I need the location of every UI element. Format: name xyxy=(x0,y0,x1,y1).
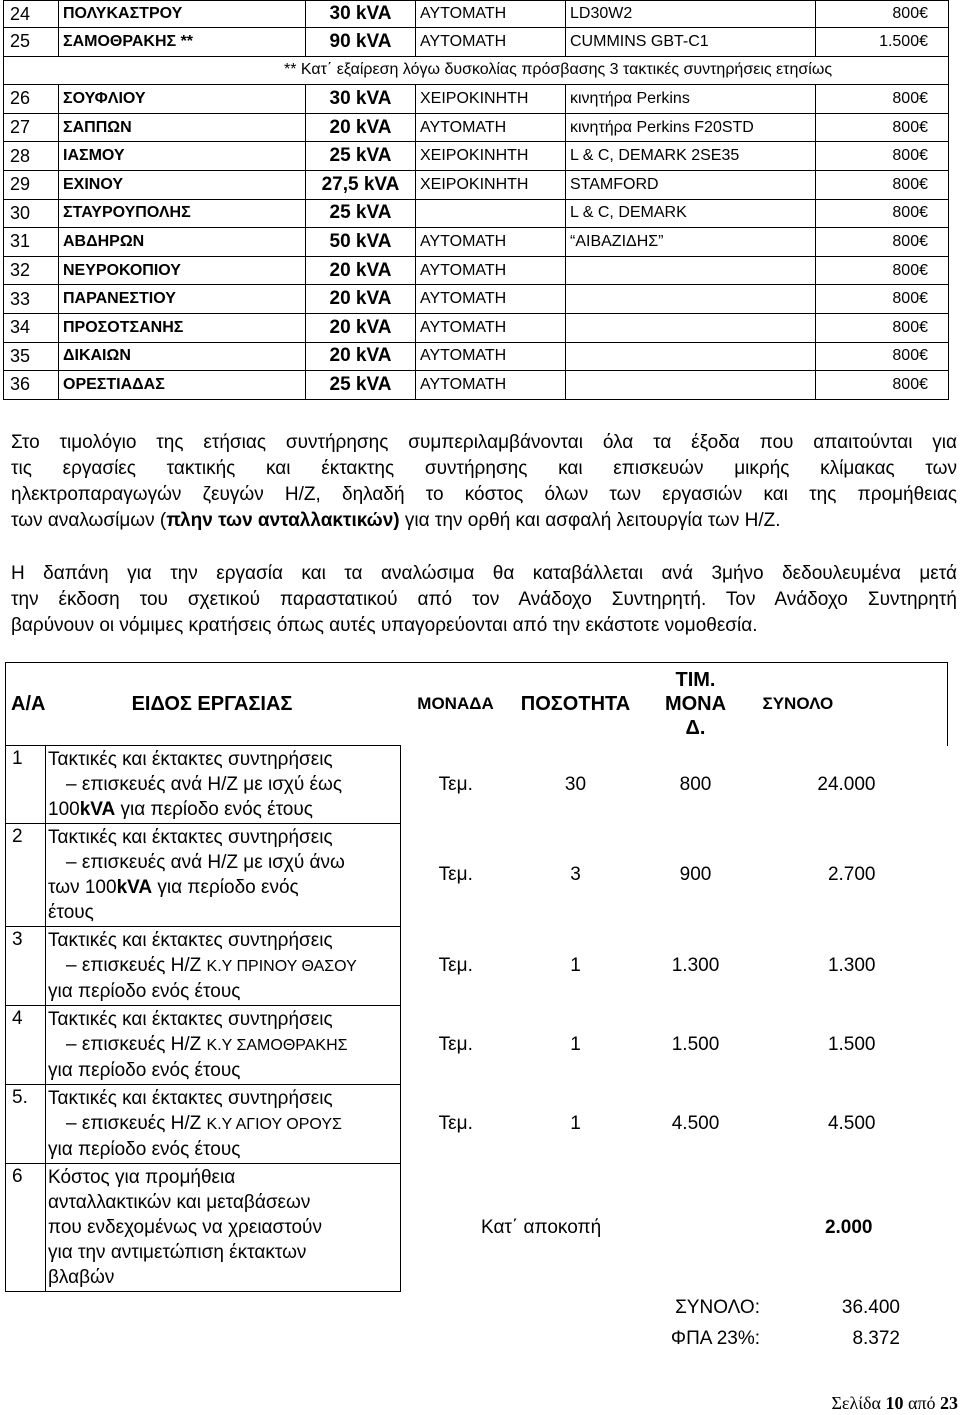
station-name: ΣΑΠΠΩΝ xyxy=(59,113,306,142)
generator-model: L & C, DEMARK xyxy=(566,199,816,228)
row-unit: Τεμ. xyxy=(438,955,473,976)
station-name: ΣΤΑΥΡΟΥΠΟΛΗΣ xyxy=(59,199,306,228)
table-row xyxy=(4,113,949,142)
operation-mode: ΧΕΙΡΟΚΙΝΗΤΗ xyxy=(416,142,566,171)
row-unit-price: 900 xyxy=(679,864,712,885)
table-row xyxy=(4,228,949,257)
annual-price: 800€ xyxy=(816,1,949,28)
row-total: 2.000 xyxy=(824,1216,873,1238)
station-name: ΕΧΙΝΟΥ xyxy=(59,170,306,199)
row-unit: Τεμ. xyxy=(438,1034,473,1055)
total-value: 36.400 xyxy=(841,1297,900,1318)
header-total: ΣΥΝΟΛΟ xyxy=(751,663,948,746)
row-number: 35 xyxy=(4,342,59,371)
row-index: 5. xyxy=(6,1085,46,1164)
row-number: 27 xyxy=(4,113,59,142)
costs-section xyxy=(5,662,947,1292)
row-index: 2 xyxy=(6,824,46,927)
operation-mode: ΑΥΤΟΜΑΤΗ xyxy=(416,371,566,400)
page-count: 23 xyxy=(940,1393,958,1413)
row-total: 1.500 xyxy=(827,1034,876,1055)
station-name: ΠΡΟΣΟΤΣΑΝΗΣ xyxy=(59,313,306,342)
generator-model xyxy=(566,371,816,400)
note-row xyxy=(4,56,949,85)
payment-paragraph xyxy=(11,561,957,639)
paragraph-line: ηλεκτροπαραγωγών ζευγών Η/Ζ, δηλαδή το κόστος όλων των εργασιών και της προμήθειας xyxy=(11,484,957,505)
power-rating: 20 kVA xyxy=(306,342,416,371)
header-kind: Α/Α ΕΙΔΟΣ ΕΡΓΑΣΙΑΣ xyxy=(6,663,401,746)
header-quantity: ΠΟΣΟΤΗΤΑ xyxy=(511,663,641,746)
generator-model: κινητήρα Perkins F20STD xyxy=(566,113,816,142)
row-quantity: 30 xyxy=(564,773,587,795)
operation-mode: ΑΥΤΟΜΑΤΗ xyxy=(416,28,566,57)
row-number: 25 xyxy=(4,28,59,57)
row-number: 26 xyxy=(4,85,59,114)
row-index: 3 xyxy=(6,927,46,1006)
row-number: 32 xyxy=(4,256,59,285)
row-description: Τακτικές και έκτακτες συντηρήσεις – επισκευές ανά Η/Ζ με ισχύ άνω των 100kVA για περίοδο ενός έτους xyxy=(46,824,401,927)
total-row xyxy=(600,1297,900,1323)
row-total: 4.500 xyxy=(827,1113,876,1134)
table-row xyxy=(6,746,948,824)
power-rating: 90 kVA xyxy=(306,28,416,57)
operation-mode: ΑΥΤΟΜΑΤΗ xyxy=(416,228,566,257)
station-name: ΠΟΛΥΚΑΣΤΡΟΥ xyxy=(59,1,306,28)
power-rating: 25 kVA xyxy=(306,199,416,228)
note-text: ** Κατ΄ εξαίρεση λόγω δυσκολίας πρόσβασης 3 τακτικές συντηρήσεις ετησίως xyxy=(4,56,949,85)
generator-model: “ΑΙΒΑΖΙΔΗΣ” xyxy=(566,228,816,257)
operation-mode: ΑΥΤΟΜΑΤΗ xyxy=(416,285,566,314)
generator-model xyxy=(566,342,816,371)
vat-value: 8.372 xyxy=(852,1328,900,1349)
row-unit-price: 1.500 xyxy=(671,1034,720,1055)
total-label: ΣΥΝΟΛΟ: xyxy=(675,1297,760,1318)
row-description: Τακτικές και έκτακτες συντηρήσεις – επισκευές ανά Η/Ζ με ισχύ έως 100kVA για περίοδο ενός έτους xyxy=(46,746,401,824)
generators-table xyxy=(3,0,949,400)
power-rating: 27,5 kVA xyxy=(306,170,416,199)
station-name: ΔΙΚΑΙΩΝ xyxy=(59,342,306,371)
row-number: 30 xyxy=(4,199,59,228)
station-name: ΙΑΣΜΟΥ xyxy=(59,142,306,171)
generator-model: L & C, DEMARK 2SE35 xyxy=(566,142,816,171)
row-index: 1 xyxy=(6,746,46,824)
operation-mode: ΧΕΙΡΟΚΙΝΗΤΗ xyxy=(416,170,566,199)
table-row xyxy=(4,199,949,228)
power-rating: 25 kVA xyxy=(306,142,416,171)
row-quantity: 3 xyxy=(570,864,581,885)
table-row xyxy=(6,824,948,927)
row-description: Τακτικές και έκτακτες συντηρήσεις – επισκευές Η/Ζ Κ.Υ ΣΑΜΟΘΡΑΚΗΣ για περίοδο ενός έτους xyxy=(46,1006,401,1085)
power-rating: 30 kVA xyxy=(306,1,416,28)
table-row xyxy=(6,927,948,1006)
annual-price: 800€ xyxy=(816,228,949,257)
power-rating: 50 kVA xyxy=(306,228,416,257)
operation-mode xyxy=(416,199,566,228)
power-rating: 30 kVA xyxy=(306,85,416,114)
paragraph-line: την έκδοση του σχετικού παραστατικού από τον Ανάδοχο Συντηρητή. Τον Ανάδοχο Συντηρητή xyxy=(11,589,957,610)
annual-price: 800€ xyxy=(816,313,949,342)
row-total: 2.700 xyxy=(827,864,876,885)
operation-mode: ΧΕΙΡΟΚΙΝΗΤΗ xyxy=(416,85,566,114)
annual-price: 800€ xyxy=(816,371,949,400)
row-unit-price: 800 xyxy=(679,773,712,795)
operation-mode: ΑΥΤΟΜΑΤΗ xyxy=(416,1,566,28)
station-name: ΣΑΜΟΘΡΑΚΗΣ ** xyxy=(59,28,306,57)
table-row xyxy=(4,1,949,28)
paragraph-line: βαρύνουν οι νόμιμες κρατήσεις όπως αυτές υπαγορεύονται από την εκάστοτε νομοθεσία. xyxy=(11,615,758,636)
row-index: 4 xyxy=(6,1006,46,1085)
operation-mode: ΑΥΤΟΜΑΤΗ xyxy=(416,342,566,371)
row-unit-price: 1.300 xyxy=(671,955,720,976)
paragraph-line: τις εργασίες τακτικής και έκτακτης συντήρησης και επισκευών μικρής κλίμακας των xyxy=(11,458,957,479)
emphasis-text: πλην των ανταλλακτικών) xyxy=(166,510,400,531)
generator-model: LD30W2 xyxy=(566,1,816,28)
table-row xyxy=(6,1006,948,1085)
annual-price: 800€ xyxy=(816,113,949,142)
header-unit: ΜΟΝΑΔΑ xyxy=(401,663,511,746)
row-number: 29 xyxy=(4,170,59,199)
annual-price: 800€ xyxy=(816,142,949,171)
header-aa: Α/Α xyxy=(11,692,46,715)
station-name: ΝΕΥΡΟΚΟΠΙΟΥ xyxy=(59,256,306,285)
row-number: 36 xyxy=(4,371,59,400)
row-quantity: 1 xyxy=(570,1034,581,1055)
table-row xyxy=(4,371,949,400)
generator-model: STAMFORD xyxy=(566,170,816,199)
table-row xyxy=(4,170,949,199)
paragraph-line: των αναλωσίμων (πλην των ανταλλακτικών) για την ορθή και ασφαλή λειτουργία των Η/Ζ. xyxy=(11,510,781,531)
row-unit-price: 4.500 xyxy=(671,1113,720,1134)
operation-mode: ΑΥΤΟΜΑΤΗ xyxy=(416,256,566,285)
annual-price: 800€ xyxy=(816,256,949,285)
row-description: Τακτικές και έκτακτες συντηρήσεις – επισκευές Η/Ζ Κ.Υ ΑΓΙΟΥ ΟΡΟΥΣ για περίοδο ενός έτους xyxy=(46,1085,401,1164)
paragraph-line: Στο τιμολόγιο της ετήσιας συντήρησης συμπεριλαμβάνονται όλα τα έξοδα που απαιτούνται για xyxy=(11,432,957,453)
costs-table xyxy=(5,662,948,1292)
row-description: Κόστος για προμήθεια ανταλλακτικών και μεταβάσεων που ενδεχομένως να χρειαστούν για την αντιμετώπιση έκτακτων βλαβών xyxy=(46,1164,401,1292)
power-rating: 20 kVA xyxy=(306,313,416,342)
station-name: ΣΟΥΦΛΙΟΥ xyxy=(59,85,306,114)
row-unit: Τεμ. xyxy=(438,864,473,885)
row-number: 33 xyxy=(4,285,59,314)
generator-model: CUMMINS GBT-C1 xyxy=(566,28,816,57)
operation-mode: ΑΥΤΟΜΑΤΗ xyxy=(416,113,566,142)
table-row xyxy=(4,142,949,171)
page-footer: Σελίδα 10 από 23 xyxy=(831,1393,958,1413)
table-row xyxy=(4,313,949,342)
station-name: ΑΒΔΗΡΩΝ xyxy=(59,228,306,257)
table-row xyxy=(6,1085,948,1164)
table-row xyxy=(6,1164,948,1292)
maintenance-cost-paragraph xyxy=(11,430,957,534)
annual-price: 800€ xyxy=(816,199,949,228)
power-rating: 20 kVA xyxy=(306,285,416,314)
paragraph-line: Η δαπάνη για την εργασία και τα αναλώσιμα θα καταβάλλεται ανά 3μήνο δεδουλευμένα μετά xyxy=(11,563,957,584)
row-total: 1.300 xyxy=(827,955,876,976)
row-total: 24.000 xyxy=(817,773,876,795)
annual-price: 800€ xyxy=(816,342,949,371)
row-number: 28 xyxy=(4,142,59,171)
station-name: ΟΡΕΣΤΙΑΔΑΣ xyxy=(59,371,306,400)
generator-model xyxy=(566,256,816,285)
annual-price: 800€ xyxy=(816,285,949,314)
annual-price: 800€ xyxy=(816,170,949,199)
row-unit: Τεμ. xyxy=(438,1113,473,1134)
generator-model xyxy=(566,285,816,314)
row-number: 31 xyxy=(4,228,59,257)
row-index: 6 xyxy=(6,1164,46,1292)
generator-model: κινητήρα Perkins xyxy=(566,85,816,114)
power-rating: 25 kVA xyxy=(306,371,416,400)
operation-mode: ΑΥΤΟΜΑΤΗ xyxy=(416,313,566,342)
vat-row xyxy=(600,1328,900,1354)
table-row xyxy=(4,285,949,314)
row-quantity: 1 xyxy=(570,1113,581,1134)
annual-price: 800€ xyxy=(816,85,949,114)
station-name: ΠΑΡΑΝΕΣΤΙΟΥ xyxy=(59,285,306,314)
table-row xyxy=(4,85,949,114)
power-rating: 20 kVA xyxy=(306,256,416,285)
table-row xyxy=(4,256,949,285)
page-number: 10 xyxy=(885,1393,904,1413)
row-number: 34 xyxy=(4,313,59,342)
row-number: 24 xyxy=(4,1,59,28)
row-description: Τακτικές και έκτακτες συντηρήσεις – επισκευές Η/Ζ Κ.Υ ΠΡΙΝΟΥ ΘΑΣΟΥ για περίοδο ενός έτους xyxy=(46,927,401,1006)
table-row xyxy=(4,342,949,371)
row-quantity: 1 xyxy=(570,955,581,976)
table-row xyxy=(4,28,949,57)
power-rating: 20 kVA xyxy=(306,113,416,142)
annual-price: 1.500€ xyxy=(816,28,949,57)
header-unit-price: ΤΙΜ. ΜΟΝΑ Δ. xyxy=(641,663,751,746)
vat-label: ΦΠΑ 23%: xyxy=(670,1328,760,1349)
generator-model xyxy=(566,313,816,342)
row-unit: Τεμ. xyxy=(438,773,473,795)
row-unit: Κατ΄ αποκοπή xyxy=(481,1216,602,1238)
